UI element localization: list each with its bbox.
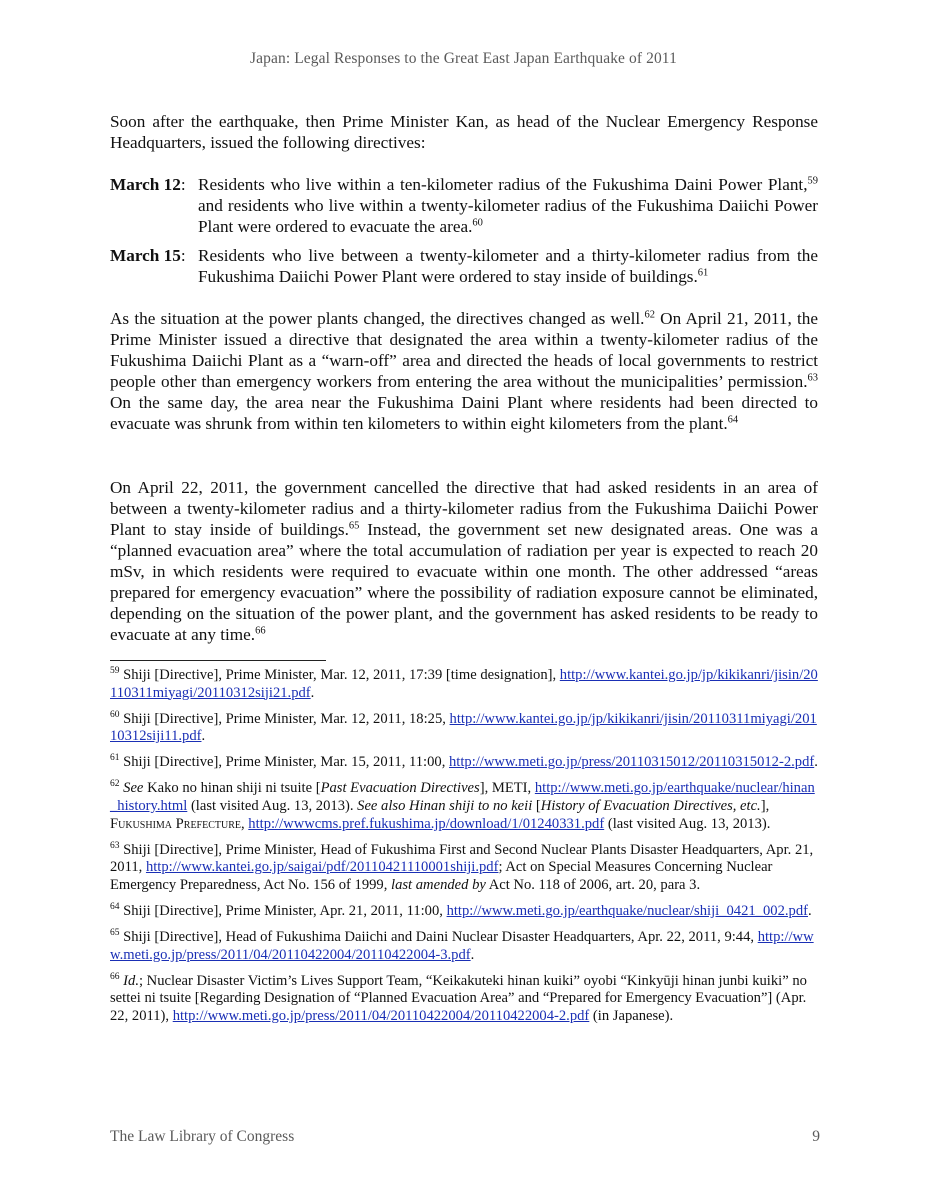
running-header: Japan: Legal Responses to the Great East Japan Earthquake of 2011 xyxy=(250,50,677,67)
footnote-ref[interactable]: 61 xyxy=(697,267,709,279)
footnote-link[interactable]: http://www.kantei.go.jp/jp/kikikanri/jisin/20110311miyagi/20110312siji21.pdf xyxy=(110,667,818,701)
footnote-link[interactable]: http://www.kantei.go.jp/jp/kikikanri/jisin/20110311miyagi/20110312siji11.pdf xyxy=(110,710,817,745)
footnote-separator xyxy=(110,660,326,661)
footnote-ref[interactable]: 64 xyxy=(727,414,739,426)
footnote-60: $^{60}$ Shiji [Directive], Prime Minister, Mar. 12, 2011, 18:25, http://www.kantei.go.jp/jp/kikikanri/jisin/20110311miyagi/20110312siji11.pdf. xyxy=(110,709,817,745)
footnote-ref[interactable]: 60 xyxy=(472,217,483,229)
footnote-63: $^{63}$ Shiji [Directive], Prime Minister, Head of Fukushima First and Second Nuclear Plants Disaster Headquarters, Apr. 21, 2011, http://www.kantei.go.jp/saigai/pdf/20110421110001shiji.pdf; Act on Special Measures Concerning Nuclear Emergency Preparedness, Act No. 156 of 1999, last amended by Act No. 118 of 2006, art. 20, para 3. xyxy=(110,840,814,893)
footnote-ref[interactable]: 65 xyxy=(348,520,360,532)
footnote-66: $^{66}$ Id.; Nuclear Disaster Victim’s Lives Support Team, “Keikakuteki hinan kuiki” oyobi “Kinkyūji hinan junbi kuiki” no settei ni tsuite [Regarding Designation of “Planned Evacuation Area” and “Prepared for Emergency Evacuation”] (Apr. 22, 2011), http://www.meti.go.jp/press/2011/04/20110422004/20110422004-2.pdf (in Japanese). xyxy=(110,971,807,1024)
footnote-ref[interactable]: 66 xyxy=(255,625,266,637)
directive-text: Residents who live within a ten-kilometer radius of the Fukushima Daini Power Plant,$^{59}$ and residents who live within a twenty-kilometer radius of the Fukushima Daiichi Power Plant were ordered to evacuate the area.$^{60}$ xyxy=(198,175,818,236)
footnote-link[interactable]: http://www.meti.go.jp/press/20110315012/20110315012-2.pdf xyxy=(449,754,815,771)
footnotes xyxy=(110,667,820,1034)
footnote-61: $^{61}$ Shiji [Directive], Prime Minister, Mar. 15, 2011, 11:00, http://www.meti.go.jp/press/20110315012/20110315012-2.pdf. xyxy=(110,753,818,771)
page-footer xyxy=(110,1128,820,1146)
intro-paragraph: Soon after the earthquake, then Prime Minister Kan, as head of the Nuclear Emergency Response Headquarters, issued the following directives: xyxy=(110,112,818,152)
footnote-ref[interactable]: 59 xyxy=(807,175,818,187)
footnote-link[interactable]: http://www.meti.go.jp/press/2011/04/20110422004/20110422004-2.pdf xyxy=(172,1008,590,1024)
paragraph-directives-changed: As the situation at the power plants changed, the directives changed as well.$^{62}$ On April 21, 2011, the Prime Minister issued a directive that designated the area within a twenty-kilometer radius of the Fukushima Daiichi Plant as a “warn-off” area and directed the heads of local governments to restrict people other than emergency workers from entering the area without the municipalities’ permission.$^{63}$ On the same day, the area near the Fukushima Daini Plant where residents had been directed to evacuate was shrunk from within ten kilometers to within eight kilometers from the plant.$^{64}$ xyxy=(110,309,818,433)
footer-publisher: The Law Library of Congress xyxy=(110,1128,295,1145)
footnote-ref[interactable]: 63 xyxy=(807,372,818,384)
paragraph-april-22: On April 22, 2011, the government cancelled the directive that had asked residents in an area of between a twenty-kilometer radius and a thirty-kilometer radius from the Fukushima Daiichi Power Plant to stay inside of buildings.$^{65}$ Instead, the government set new designated areas. One was a “planned evacuation area” where the total accumulation of radiation per year is expected to reach 20 mSv, in which residents were required to evacuate within one month. The other addressed “areas prepared for emergency evacuation” where the possibility of radiation exposure cannot be eliminated, depending on the situation of the power plant, and the government has asked residents to be ready to evacuate at any time.$^{66}$ xyxy=(110,478,818,644)
footnote-link[interactable]: http://www.meti.go.jp/press/2011/04/20110422004/20110422004-3.pdf xyxy=(110,929,814,963)
footnote-link[interactable]: http://www.meti.go.jp/earthquake/nuclear/shiji_0421_002.pdf xyxy=(446,903,808,920)
page-number: 9 xyxy=(812,1128,820,1145)
directive-label: March 12: xyxy=(110,175,186,194)
footnote-62: $^{62}$ See Kako no hinan shiji ni tsuite [Past Evacuation Directives], METI, http://www.meti.go.jp/earthquake/nuclear/hinan_history.html (last visited Aug. 13, 2013). See also Hinan shiji to no keii [History of Evacuation Directives, etc.], Fukushima Prefecture, http://wwwcms.pref.fukushima.jp/download/1/01240331.pdf (last visited Aug. 13, 2013). xyxy=(110,779,815,832)
directive-label: March 15: xyxy=(110,246,186,265)
footnote-link[interactable]: http://www.kantei.go.jp/saigai/pdf/20110421110001shiji.pdf xyxy=(145,859,499,876)
footnote-link[interactable]: http://wwwcms.pref.fukushima.jp/download/1/01240331.pdf xyxy=(248,815,605,832)
footnote-64: $^{64}$ Shiji [Directive], Prime Minister, Apr. 21, 2011, 11:00, http://www.meti.go.jp/earthquake/nuclear/shiji_0421_002.pdf. xyxy=(110,902,812,920)
directive-text: Residents who live between a twenty-kilometer and a thirty-kilometer radius from the Fukushima Daiichi Power Plant were ordered to stay inside of buildings.$^{61}$ xyxy=(198,246,818,286)
footnote-link[interactable]: http://www.meti.go.jp/earthquake/nuclear/hinan_history.html xyxy=(110,780,815,815)
footnote-65: $^{65}$ Shiji [Directive], Head of Fukushima Daiichi and Daini Nuclear Disaster Headquarters, Apr. 22, 2011, 9:44, http://www.meti.go.jp/press/2011/04/20110422004/20110422004-3.pdf. xyxy=(110,928,814,963)
footnote-59: $^{59}$ Shiji [Directive], Prime Minister, Mar. 12, 2011, 17:39 [time designation], http://www.kantei.go.jp/jp/kikikanri/jisin/20110311miyagi/20110312siji21.pdf. xyxy=(110,666,818,701)
footnote-ref[interactable]: 62 xyxy=(644,309,655,321)
